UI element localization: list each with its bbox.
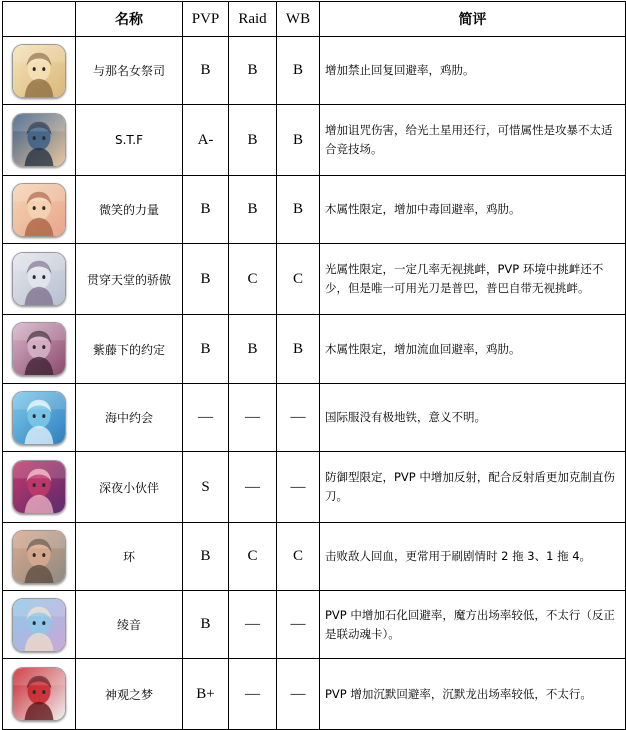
raid-grade: B <box>229 37 277 105</box>
card-icon-cell <box>3 659 76 730</box>
card-icon-cell <box>3 452 76 523</box>
pvp-grade: B <box>183 523 229 591</box>
raid-grade: — <box>229 659 277 730</box>
raid-grade: C <box>229 244 277 315</box>
card-icon-cell <box>3 523 76 591</box>
pvp-grade: — <box>183 384 229 452</box>
raid-grade: — <box>229 591 277 659</box>
card-icon-cell <box>3 105 76 176</box>
table-row <box>3 523 626 591</box>
header-row <box>3 2 626 37</box>
raid-grade: B <box>229 315 277 384</box>
wb-grade: B <box>277 315 320 384</box>
pvp-grade: B <box>183 315 229 384</box>
pvp-grade: S <box>183 452 229 523</box>
card-portrait-icon <box>12 391 66 445</box>
table-row <box>3 659 626 730</box>
raid-grade: B <box>229 176 277 244</box>
wb-grade: B <box>277 105 320 176</box>
header-comment: 简评 <box>320 2 626 37</box>
card-name: 海中约会 <box>76 384 183 452</box>
card-comment: PVP 中增加石化回避率，魔方出场率较低，不太行（反正是联动魂卡）。 <box>320 591 626 659</box>
card-name: 紫藤下的约定 <box>76 315 183 384</box>
table-row <box>3 244 626 315</box>
card-name: 绫音 <box>76 591 183 659</box>
card-comment: PVP 增加沉默回避率，沉默龙出场率较低，不太行。 <box>320 659 626 730</box>
wb-grade: C <box>277 523 320 591</box>
pvp-grade: B+ <box>183 659 229 730</box>
header-wb: WB <box>277 2 320 37</box>
wb-grade: C <box>277 244 320 315</box>
card-comment: 光属性限定，一定几率无视挑衅，PVP 环境中挑衅还不少，但是唯一可用光刀是普巴，普巴自带无视挑衅。 <box>320 244 626 315</box>
card-icon-cell <box>3 37 76 105</box>
raid-grade: — <box>229 384 277 452</box>
card-portrait-icon <box>12 252 66 306</box>
card-icon-cell <box>3 591 76 659</box>
header-name: 名称 <box>76 2 183 37</box>
table-row <box>3 384 626 452</box>
card-name: 神观之梦 <box>76 659 183 730</box>
card-comment: 击败敌人回血，更常用于刷剧情时 2 拖 3、1 拖 4。 <box>320 523 626 591</box>
pvp-grade: B <box>183 37 229 105</box>
wb-grade: B <box>277 37 320 105</box>
table-row <box>3 591 626 659</box>
card-comment: 木属性限定，增加中毒回避率，鸡肋。 <box>320 176 626 244</box>
card-portrait-icon <box>12 322 66 376</box>
card-comment: 增加禁止回复回避率，鸡肋。 <box>320 37 626 105</box>
card-portrait-icon <box>12 460 66 514</box>
card-name: 与那名女祭司 <box>76 37 183 105</box>
card-icon-cell <box>3 176 76 244</box>
table-row <box>3 315 626 384</box>
wb-grade: — <box>277 452 320 523</box>
card-name: S.T.F <box>76 105 183 176</box>
card-icon-cell <box>3 244 76 315</box>
card-comment: 防御型限定，PVP 中增加反射，配合反射盾更加克制直伤刀。 <box>320 452 626 523</box>
table-row <box>3 37 626 105</box>
card-portrait-icon <box>12 113 66 167</box>
table-row <box>3 452 626 523</box>
card-name: 环 <box>76 523 183 591</box>
card-portrait-icon <box>12 44 66 98</box>
card-icon-cell <box>3 315 76 384</box>
wb-grade: B <box>277 176 320 244</box>
card-comment: 增加诅咒伤害，给光土星用还行，可惜属性是攻暴不太适合竞技场。 <box>320 105 626 176</box>
card-name: 深夜小伙伴 <box>76 452 183 523</box>
wb-grade: — <box>277 659 320 730</box>
pvp-grade: A- <box>183 105 229 176</box>
card-name: 微笑的力量 <box>76 176 183 244</box>
card-portrait-icon <box>12 598 66 652</box>
table-row <box>3 176 626 244</box>
header-raid: Raid <box>229 2 277 37</box>
header-icon <box>3 2 76 37</box>
card-portrait-icon <box>12 530 66 584</box>
card-portrait-icon <box>12 183 66 237</box>
wb-grade: — <box>277 591 320 659</box>
card-name: 贯穿天堂的骄傲 <box>76 244 183 315</box>
pvp-grade: B <box>183 176 229 244</box>
header-pvp: PVP <box>183 2 229 37</box>
card-comment: 木属性限定，增加流血回避率，鸡肋。 <box>320 315 626 384</box>
card-icon-cell <box>3 384 76 452</box>
soul-card-rating-table <box>2 1 626 730</box>
table-row <box>3 105 626 176</box>
pvp-grade: B <box>183 244 229 315</box>
raid-grade: C <box>229 523 277 591</box>
card-portrait-icon <box>12 667 66 721</box>
raid-grade: B <box>229 105 277 176</box>
wb-grade: — <box>277 384 320 452</box>
card-comment: 国际服没有极地铁，意义不明。 <box>320 384 626 452</box>
raid-grade: — <box>229 452 277 523</box>
pvp-grade: B <box>183 591 229 659</box>
